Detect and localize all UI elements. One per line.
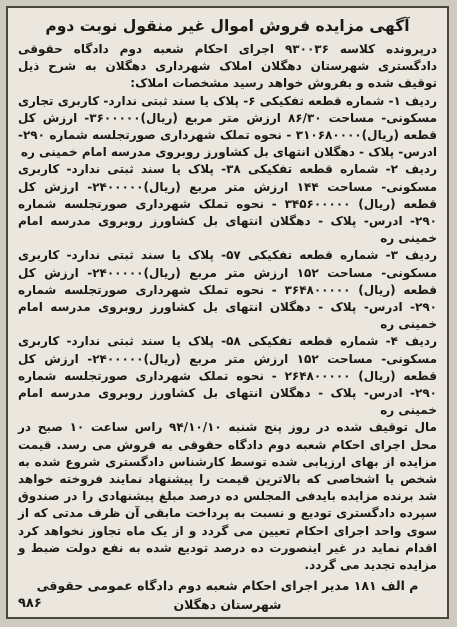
property-row-4: ردیف ۴- شماره قطعه تفکیکی ۵۸- پلاک یا سند ثبتی ندارد- کاربری مسکونی- مساحت ۱۵۲ ارزش متر مربع (ریال)۲۴۰۰۰۰۰- ارزش کل قطعه (ریال) ۲۶۴۸۰۰۰۰۰ - نحوه تملک شهرداری صورتجلسه شماره ۲۹۰- ادرس- پلاک - دهگلان انتهای بل کشاورز روبروی مدرسه امام خمینی ره xyxy=(18,334,438,418)
auction-notice-clipping xyxy=(6,6,449,619)
property-row-1: ردیف ۱- شماره قطعه تفکیکی ۶- پلاک یا سند ثبتی ندارد- کاربری تجاری مسکونی- مساحت ۸۶/۳۰ ارزش متر مربع (ریال)۳۶۰۰۰۰۰- ارزش کل قطعه (ریال)۳۱۰۶۸۰۰۰۰ - نحوه تملک شهرداری صورتجلسه شماره ۲۹۰- ادرس- پلاک - دهگلان انتهای بل کشاورز روبروی مدرسه امام خمینی ره xyxy=(18,93,438,160)
property-row-3: ردیف ۳- شماره قطعه تفکیکی ۵۷- پلاک یا سند ثبتی ندارد- کاربری مسکونی- مساحت ۱۵۲ ارزش متر مربع (ریال)۲۴۰۰۰۰۰- ارزش کل قطعه (ریال) ۳۶۴۸۰۰۰۰۰ - نحوه تملک شهرداری صورتجلسه شماره ۲۹۰- ادرس- پلاک - دهگلان انتهای بل کشاورز روبروی مدرسه امام خمینی ره xyxy=(18,248,438,332)
notice-signature: م الف ۱۸۱ مدیر اجرای احکام شعبه دوم دادگاه عمومی حقوقی شهرستان دهگلان xyxy=(36,578,419,613)
notice-code: ۹۸۶ xyxy=(18,596,42,611)
notice-body: مال توقیف شده در روز پنج شنبه ۹۴/۱۰/۱۰ راس ساعت ۱۰ صبح در محل اجرای احکام شعبه دوم دادگاه حقوقی به فروش می رسد. قیمت مزایده از بهای ارزیابی شده توسط کارشناس دادگستری شروع شده به شخص یا اشخاصی که بالاترین قیمت را پیشنهاد نمایند فروخته خواهد شد برنده مزایده بایدفی المجلس ده درصد مبلغ پیشنهادی را در صندوق سپرده دادگستری تودیع و نسبت به پرداخت مابقی آن ظرف مدتی که از سوی واحد اجرای احکام تعیین می گردد و از یک ماه تجاوز نخواهد کرد اقدام نماید در غیر اینصورت ده درصد تودیع شده به نفع دولت ضبط و مزایده تجدید می گردد. xyxy=(18,420,437,573)
notice-title: آگهی مزایده فروش اموال غیر منقول نوبت دوم xyxy=(45,17,410,35)
property-row-2: ردیف ۲- شماره قطعه تفکیکی ۳۸- پلاک یا سند ثبتی ندارد- کاربری مسکونی- مساحت ۱۴۴ ارزش متر مربع (ریال)۲۴۰۰۰۰۰- ارزش کل قطعه (ریال) ۳۴۵۶۰۰۰۰۰ - نحوه تملک شهرداری صورتجلسه شماره ۲۹۰- ادرس- پلاک - دهگلان انتهای بل کشاورز روبروی مدرسه امام خمینی ره xyxy=(18,162,438,246)
notice-intro: درپرونده کلاسه ۹۳۰۰۳۶ اجرای احکام شعبه دوم دادگاه حقوقی دادگستری شهرستان دهگلان املاک شهرداری دهگلان به شرح ذیل توقیف شده و بفروش خواهد رسید مشخصات املاک: xyxy=(18,42,437,91)
